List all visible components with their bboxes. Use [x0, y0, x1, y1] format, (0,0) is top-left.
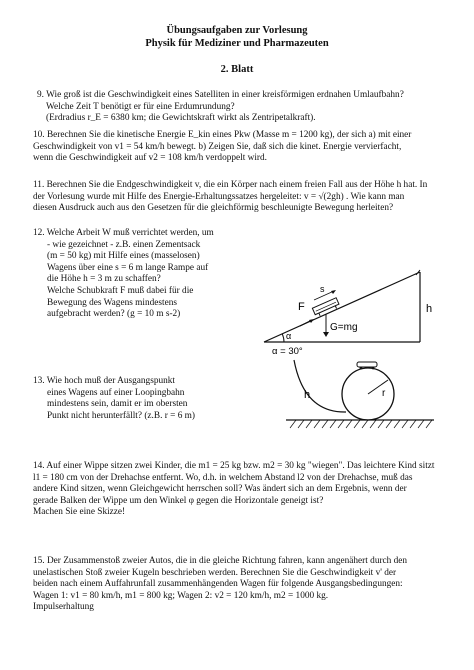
- problem-15-line-2: unelastischen Stoß zweier Kugeln beschrieben werden. Berechnen Sie die Geschwindigkeit v' der: [33, 567, 397, 578]
- problem-14-line-3: andere Kind sitzen, wenn Gleichgewicht herrschen soll? Was ändert sich an dem Ergebnis, wenn der: [33, 484, 407, 495]
- distance-label: s: [320, 284, 325, 294]
- problem-11-line-1: 11. Berechnen Sie die Endgeschwindigkeit v, die ein Körper nach einem freien Fall aus der Höhe h hat. In: [33, 180, 428, 190]
- problem-9-line-1: 9. Wie groß ist die Geschwindigkeit eines Satelliten in einer kreisförmigen erdnahen Umlaufbahn?: [37, 90, 404, 100]
- problem-14-line-5: Machen Sie eine Skizze!: [33, 507, 126, 518]
- problem-15-line-3: beiden nach einem Auffahrunfall zusammenhängenden Wagen für folgende Ausgangsbedingungen:: [33, 579, 403, 590]
- problem-12: [33, 228, 214, 321]
- ramp-figure: [258, 262, 448, 354]
- ground-hatching: [290, 420, 432, 428]
- problem-12-line-2: - wie gezeichnet - z.B. einen Zementsack: [47, 239, 201, 250]
- problem-14-line-4: gerade Balken der Wippe um den Winkel φ gegen die Horizontale geneigt ist?: [33, 495, 324, 506]
- problem-12-line-8: aufgebracht werden? (g = 10 m s-2): [47, 309, 181, 320]
- problem-12-line-3: (m = 50 kg) mit Hilfe eines (masselosen): [47, 251, 200, 262]
- loop-radius-label: r: [382, 388, 386, 399]
- problem-15-line-1: 15. Der Zusammenstoß zweier Autos, die in die gleiche Richtung fahren, kann angenähert durch den: [33, 556, 408, 566]
- problem-10-line-1: 10. Berechnen Sie die kinetische Energie E_kin eines Pkw (Masse m = 1200 kg), der sich a) mit einer: [33, 130, 412, 140]
- problem-11: [33, 180, 427, 215]
- problem-12-line-5: die Höhe h = 3 m zu schaffen?: [47, 274, 161, 285]
- problem-12-line-1: 12. Welche Arbeit W muß verrichtet werden, um: [33, 228, 214, 238]
- gravity-label: G=mg: [330, 322, 358, 333]
- problem-10-line-2: Geschwindigkeit von v1 = 54 km/h bewegt. b) Zeigen Sie, daß sich die kinet. Energie vervierfacht,: [33, 141, 402, 152]
- loop-height-label: h: [304, 389, 311, 401]
- problem-9-line-2: Welche Zeit T benötigt er für eine Erdumrundung?: [46, 101, 235, 112]
- force-label: F: [298, 301, 305, 313]
- problem-13: [33, 376, 195, 422]
- problem-15: [33, 556, 407, 614]
- problem-13-line-2: eines Wagens auf einer Loopingbahn: [47, 387, 185, 398]
- problem-13-line-3: mindestens sein, damit er im obersten: [47, 399, 188, 410]
- loop-figure: [284, 358, 438, 434]
- problem-13-line-4: Punkt nicht herunterfällt? (z.B. r = 6 m): [47, 410, 196, 421]
- problem-13-line-1: 13. Wie hoch muß der Ausgangspunkt: [33, 376, 175, 386]
- problem-9: [37, 90, 404, 125]
- course-title: Übungsaufgaben zur Vorlesung: [166, 25, 308, 36]
- problem-15-line-5: Impulserhaltung: [33, 602, 94, 613]
- problem-10: [33, 130, 411, 165]
- problem-12-line-7: Bewegung des Wagens mindestens: [47, 297, 177, 308]
- problem-14-line-2: l1 = 180 cm von der Drehachse entfernt. Wo, d.h. in welchem Abstand l2 von der Drehachse, muß das: [33, 472, 413, 483]
- problem-9-line-3: (Erdradius r_E = 6380 km; die Gewichtskraft wirkt als Zentripetalkraft).: [46, 113, 316, 124]
- course-subtitle: Physik für Mediziner und Pharmazeuten: [145, 38, 329, 49]
- problem-11-line-3: diesen Ausdruck auch aus den Gesetzen für die gleichförmig beschleunigte Bewegung herleiten?: [33, 203, 394, 214]
- problem-12-line-6: Welche Schubkraft F muß dabei für die: [47, 285, 194, 296]
- problem-11-line-2: der Vorlesung wurde mit Hilfe des Energie-Erhaltungssatzes hergeleitet: v = √(2gh) . Wie kann man: [33, 191, 405, 202]
- angle-label: α = 30°: [272, 346, 303, 354]
- angle-symbol: α: [286, 331, 292, 341]
- problem-14-line-1: 14. Auf einer Wippe sitzen zwei Kinder, die m1 = 25 kg bzw. m2 = 30 kg "wiegen". Das leichtere Kind sitzt: [33, 461, 435, 471]
- problem-14: [33, 461, 435, 519]
- height-label: h: [426, 303, 433, 315]
- problem-15-line-4: Wagen 1: v1 = 80 km/h, m1 = 800 kg; Wagen 2: v2 = 120 km/h, m2 = 1000 kg.: [33, 590, 329, 601]
- sheet-number: 2. Blatt: [220, 64, 254, 75]
- entry-track: [294, 360, 346, 412]
- loop-car: [357, 362, 377, 367]
- angle-arc: [282, 334, 284, 342]
- problem-10-line-3: wenn die Geschwindigkeit auf v2 = 108 km/h verdoppelt wird.: [33, 153, 268, 164]
- problem-12-line-4: Wagens über eine s = 6 m lange Rampe auf: [47, 262, 209, 273]
